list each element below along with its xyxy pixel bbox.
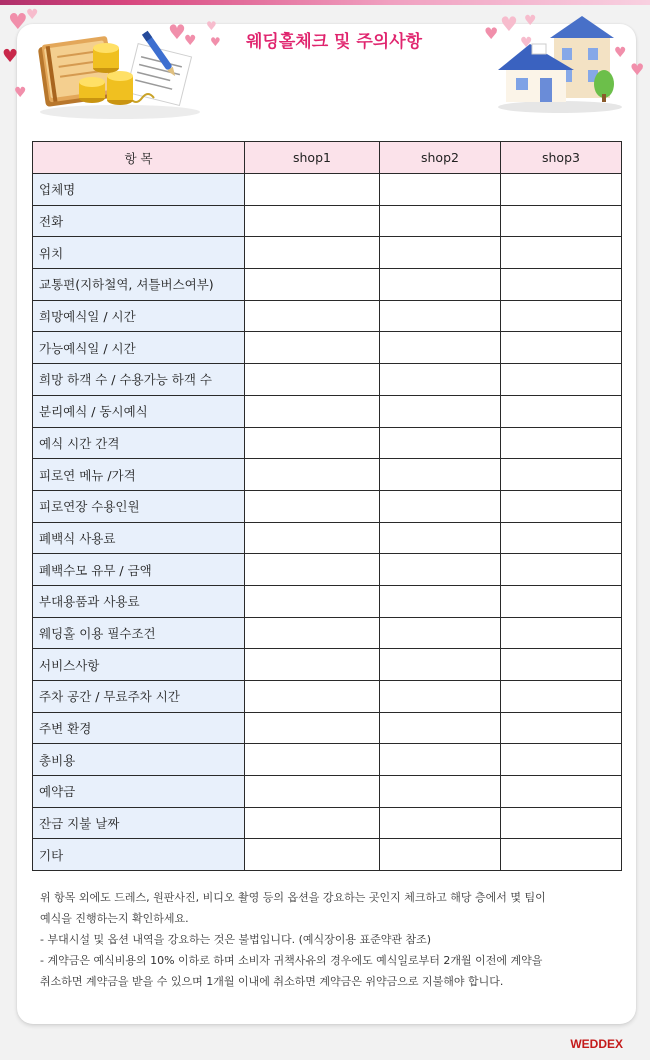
checklist-table <box>32 141 622 871</box>
shop3-cell <box>501 681 622 713</box>
shop3-cell <box>501 712 622 744</box>
shop1-cell <box>245 332 380 364</box>
shop3-cell <box>501 269 622 301</box>
shop2-cell <box>380 459 501 491</box>
shop1-cell <box>245 490 380 522</box>
shop1-cell <box>245 269 380 301</box>
header-shop3: shop3 <box>501 142 622 174</box>
row-label: 전화 <box>33 205 245 237</box>
header-item: 항 목 <box>33 142 245 174</box>
table-row <box>33 807 622 839</box>
row-label: 주변 환경 <box>33 712 245 744</box>
table-row <box>33 522 622 554</box>
heart-icon: ♥ <box>630 60 645 79</box>
heart-icon: ♥ <box>14 85 27 101</box>
shop1-cell <box>245 744 380 776</box>
row-label: 기타 <box>33 839 245 871</box>
row-label: 부대용품과 사용료 <box>33 585 245 617</box>
shop3-cell <box>501 364 622 396</box>
shop1-cell <box>245 839 380 871</box>
shop1-cell <box>245 712 380 744</box>
shop3-cell <box>501 427 622 459</box>
shop3-cell <box>501 776 622 808</box>
row-label: 주차 공간 / 무료주차 시간 <box>33 681 245 713</box>
shop2-cell <box>380 649 501 681</box>
row-label: 예식 시간 간격 <box>33 427 245 459</box>
shop2-cell <box>380 427 501 459</box>
table-row <box>33 237 622 269</box>
shop1-cell <box>245 427 380 459</box>
heart-icon: ♥ <box>184 33 197 49</box>
shop3-cell <box>501 649 622 681</box>
row-label: 잔금 지불 날짜 <box>33 807 245 839</box>
table-row <box>33 839 622 871</box>
heart-icon: ♥ <box>520 35 533 51</box>
heart-icon: ♥ <box>168 20 186 44</box>
shop1-cell <box>245 681 380 713</box>
shop3-cell <box>501 839 622 871</box>
heart-icon: ♥ <box>524 13 537 29</box>
shop2-cell <box>380 839 501 871</box>
row-label: 웨딩홀 이용 필수조건 <box>33 617 245 649</box>
page-title: 웨딩홀체크 및 주의사항 <box>246 32 423 52</box>
table-row <box>33 395 622 427</box>
shop1-cell <box>245 807 380 839</box>
shop2-cell <box>380 744 501 776</box>
table-row <box>33 205 622 237</box>
shop3-cell <box>501 490 622 522</box>
heart-icon: ♥ <box>26 7 39 23</box>
row-label: 업체명 <box>33 174 245 206</box>
shop3-cell <box>501 300 622 332</box>
shop3-cell <box>501 554 622 586</box>
row-label: 피로연 메뉴 /가격 <box>33 459 245 491</box>
shop1-cell <box>245 459 380 491</box>
row-label: 총비용 <box>33 744 245 776</box>
shop2-cell <box>380 300 501 332</box>
note-line: - 계약금은 예식비용의 10% 이하로 하며 소비자 귀책사유의 경우에도 예식일로부터 2개월 이전에 계약을 <box>40 954 543 967</box>
note-line: 예식을 진행하는지 확인하세요. <box>40 912 189 925</box>
brand-logo: WEDDEX <box>570 1037 623 1051</box>
shop1-cell <box>245 585 380 617</box>
note-line: 위 항목 외에도 드레스, 원판사진, 비디오 촬영 등의 옵션을 강요하는 곳인지 체크하고 해당 층에서 몇 팀이 <box>40 891 546 904</box>
notes-section <box>40 887 624 992</box>
page-header <box>0 0 650 120</box>
row-label: 희망 하객 수 / 수용가능 하객 수 <box>33 364 245 396</box>
shop2-cell <box>380 237 501 269</box>
row-label: 분리예식 / 동시예식 <box>33 395 245 427</box>
row-label: 희망예식일 / 시간 <box>33 300 245 332</box>
shop3-cell <box>501 522 622 554</box>
row-label: 가능예식일 / 시간 <box>33 332 245 364</box>
shop1-cell <box>245 364 380 396</box>
table-row <box>33 174 622 206</box>
shop2-cell <box>380 554 501 586</box>
header-shop1: shop1 <box>245 142 380 174</box>
shop2-cell <box>380 174 501 206</box>
row-label: 예약금 <box>33 776 245 808</box>
note-line: - 부대시설 및 옵션 내역을 강요하는 것은 불법입니다. (예식장이용 표준약관 참조) <box>40 933 432 946</box>
table-row <box>33 364 622 396</box>
shop3-cell <box>501 332 622 364</box>
table-row <box>33 269 622 301</box>
heart-icon: ♥ <box>614 45 627 61</box>
shop2-cell <box>380 332 501 364</box>
table-row <box>33 459 622 491</box>
shop1-cell <box>245 205 380 237</box>
shop2-cell <box>380 712 501 744</box>
table-row <box>33 490 622 522</box>
table-row <box>33 776 622 808</box>
shop2-cell <box>380 522 501 554</box>
shop3-cell <box>501 807 622 839</box>
shop3-cell <box>501 585 622 617</box>
heart-icon: ♥ <box>484 24 499 43</box>
table-row <box>33 585 622 617</box>
shop2-cell <box>380 269 501 301</box>
heart-icon: ♥ <box>2 46 19 67</box>
shop3-cell <box>501 237 622 269</box>
table-row <box>33 332 622 364</box>
table-row <box>33 649 622 681</box>
table-row <box>33 427 622 459</box>
row-label: 위치 <box>33 237 245 269</box>
shop1-cell <box>245 522 380 554</box>
shop2-cell <box>380 807 501 839</box>
heart-icon: ♥ <box>8 10 28 35</box>
shop2-cell <box>380 364 501 396</box>
row-label: 폐백수모 유무 / 금액 <box>33 554 245 586</box>
shop1-cell <box>245 776 380 808</box>
shop3-cell <box>501 459 622 491</box>
heart-icon: ♥ <box>206 19 217 33</box>
table-row <box>33 617 622 649</box>
table-header-row <box>33 142 622 174</box>
heart-icon: ♥ <box>500 12 518 36</box>
table-row <box>33 681 622 713</box>
shop1-cell <box>245 395 380 427</box>
shop3-cell <box>501 174 622 206</box>
shop1-cell <box>245 300 380 332</box>
shop3-cell <box>501 395 622 427</box>
shop3-cell <box>501 744 622 776</box>
shop3-cell <box>501 205 622 237</box>
shop1-cell <box>245 617 380 649</box>
shop1-cell <box>245 174 380 206</box>
header-shop2: shop2 <box>380 142 501 174</box>
row-label: 폐백식 사용료 <box>33 522 245 554</box>
table-row <box>33 712 622 744</box>
shop2-cell <box>380 617 501 649</box>
shop2-cell <box>380 395 501 427</box>
row-label: 서비스사항 <box>33 649 245 681</box>
shop2-cell <box>380 776 501 808</box>
shop2-cell <box>380 681 501 713</box>
table-row <box>33 744 622 776</box>
note-line: 취소하면 계약금을 받을 수 있으며 1개월 이내에 취소하면 계약금은 위약금으로 지불해야 합니다. <box>40 975 504 988</box>
shop2-cell <box>380 490 501 522</box>
shop2-cell <box>380 585 501 617</box>
table-row <box>33 554 622 586</box>
table-row <box>33 300 622 332</box>
shop1-cell <box>245 554 380 586</box>
shop1-cell <box>245 649 380 681</box>
row-label: 교통편(지하철역, 셔틀버스여부) <box>33 269 245 301</box>
heart-icon: ♥ <box>210 35 221 49</box>
shop1-cell <box>245 237 380 269</box>
shop2-cell <box>380 205 501 237</box>
row-label: 피로연장 수용인원 <box>33 490 245 522</box>
shop3-cell <box>501 617 622 649</box>
